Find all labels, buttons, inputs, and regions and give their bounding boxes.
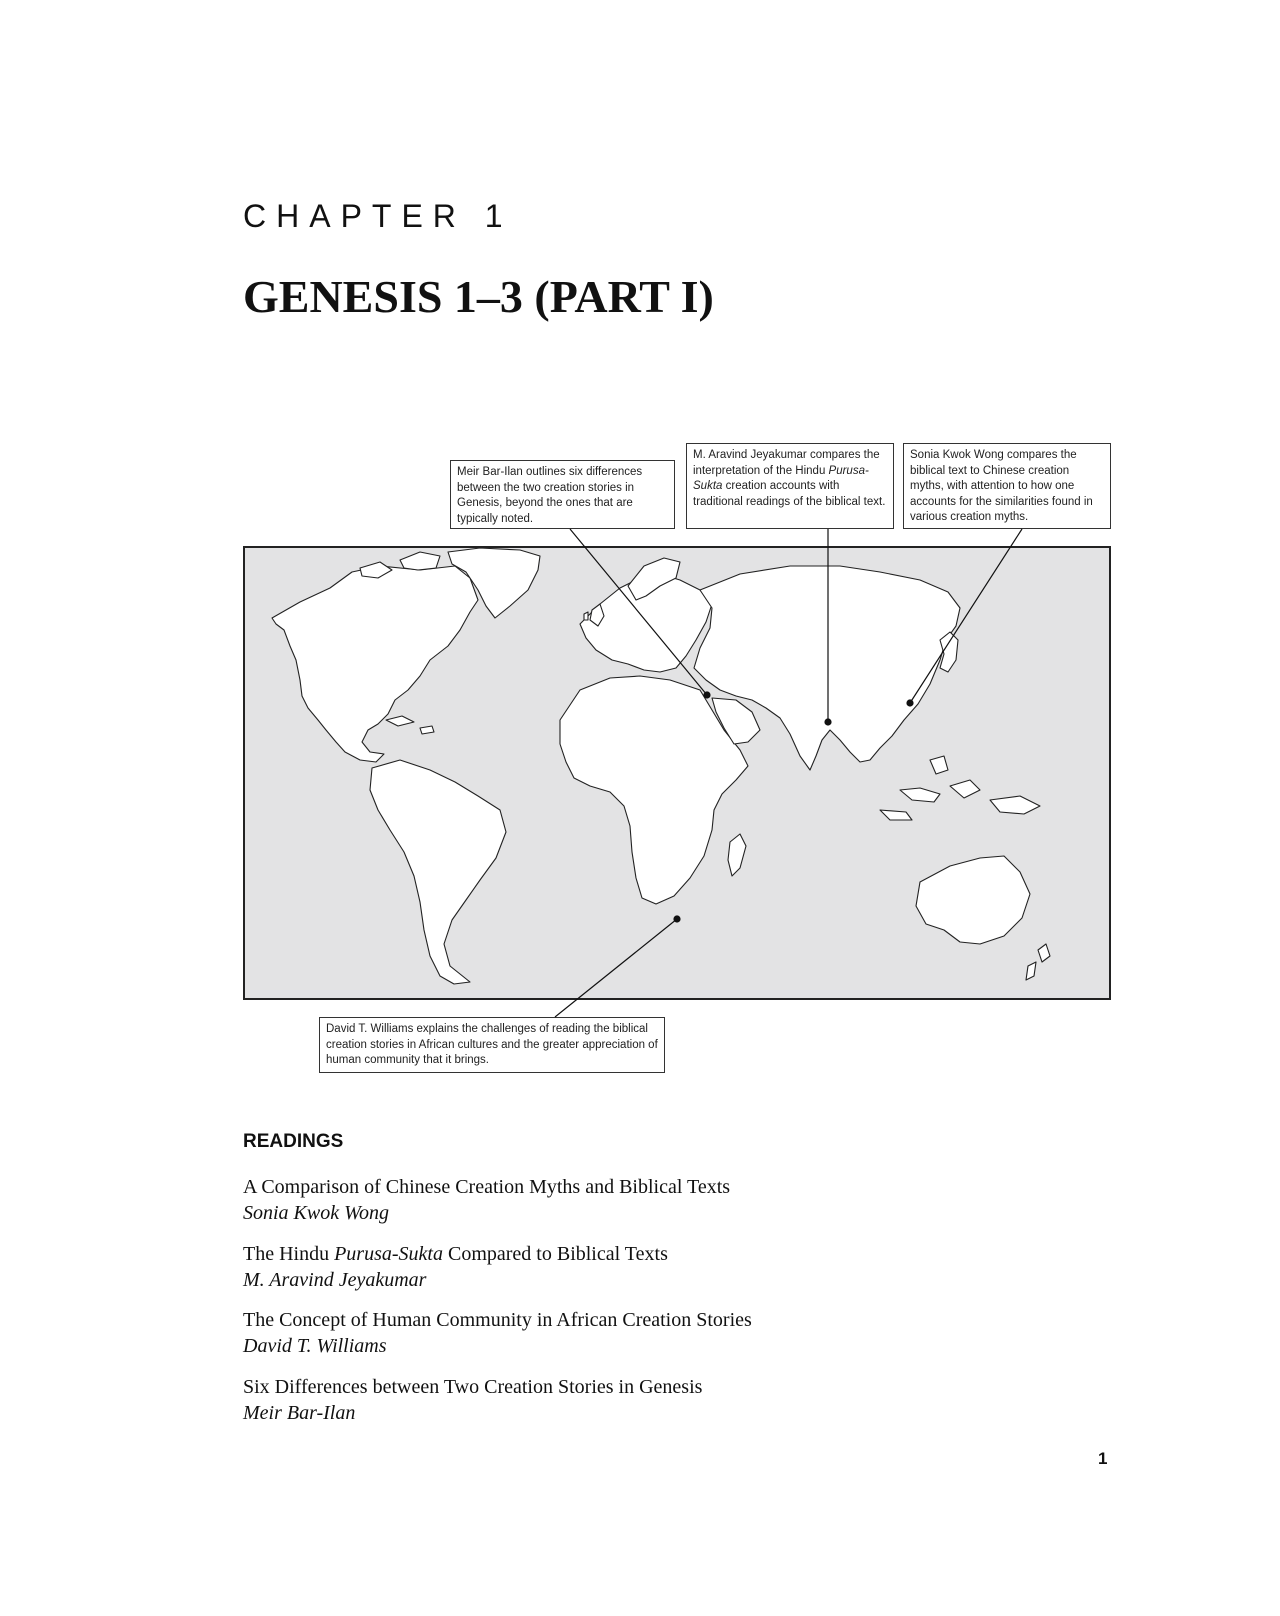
reading-author: Sonia Kwok Wong (243, 1202, 389, 1224)
callout-text: M. Aravind Jeyakumar compares the interpretation of the Hindu (693, 449, 880, 477)
reading-title-italic: Purusa-Sukta (334, 1243, 443, 1265)
reading-item (243, 1307, 752, 1359)
chapter-title: GENESIS 1–3 (PART I) (243, 271, 714, 322)
north-america-landmass (272, 566, 478, 762)
reading-title: Six Differences between Two Creation Stories in Genesis (243, 1376, 703, 1398)
callout-meir-bar-ilan: Meir Bar-Ilan outlines six differences between the two creation stories in Genesis, beyond the ones that are typically noted. (450, 460, 675, 529)
reading-title-part: Compared to Biblical Texts (442, 1243, 668, 1265)
chapter-label: CHAPTER 1 (243, 198, 513, 234)
marker-south-africa (673, 915, 680, 922)
reading-title-part: The Hindu (243, 1243, 335, 1265)
reading-item (243, 1174, 730, 1226)
reading-title (243, 1241, 668, 1267)
madagascar (728, 834, 746, 876)
reading-author: Meir Bar-Ilan (243, 1402, 356, 1424)
callout-sonia-kwok-wong: Sonia Kwok Wong compares the biblical text to Chinese creation myths, with attention to how one accounts for the similarities found in various creation myths. (903, 443, 1111, 529)
south-america-landmass (370, 760, 506, 984)
australia-landmass (916, 856, 1030, 944)
reading-item (243, 1241, 668, 1293)
callout-david-williams: David T. Williams explains the challenges of reading the biblical creation stories in African cultures and the greater appreciation of human community that it brings. (319, 1017, 665, 1073)
new-zealand (1026, 944, 1050, 980)
marker-india (824, 718, 831, 725)
callout-text: creation accounts with traditional readings of the biblical text. (693, 480, 886, 508)
readings-heading: READINGS (243, 1131, 344, 1152)
callout-italic-text: Purusa-Sukta (693, 464, 869, 492)
reading-title: A Comparison of Chinese Creation Myths and Biblical Texts (243, 1176, 731, 1198)
reading-author: David T. Williams (243, 1335, 387, 1357)
reading-title: The Concept of Human Community in African Creation Stories (243, 1309, 752, 1331)
marker-china (906, 699, 913, 706)
connector-david (555, 919, 677, 1017)
page-number: 1 (1098, 1449, 1108, 1468)
southeast-asia-islands (880, 756, 1040, 820)
reading-item (243, 1374, 702, 1426)
marker-israel (703, 691, 710, 698)
caribbean-islands (386, 716, 434, 734)
reading-author: M. Aravind Jeyakumar (243, 1269, 427, 1291)
